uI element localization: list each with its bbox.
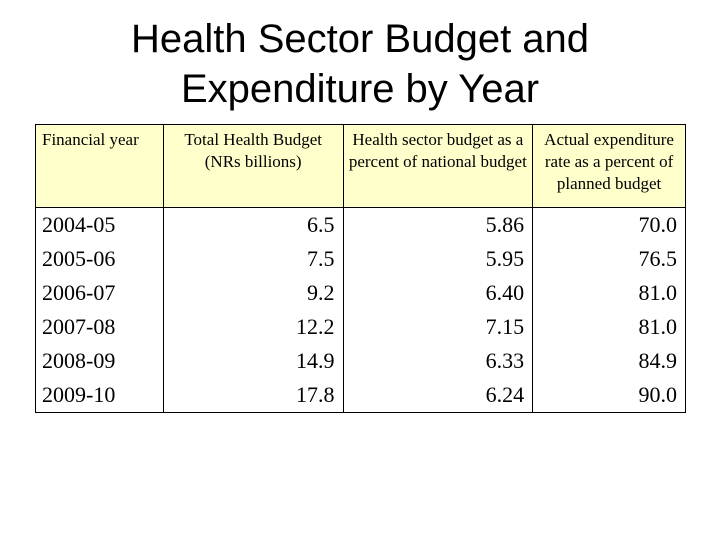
cell-total-budget: 12.2 — [163, 310, 343, 344]
cell-budget-percent: 6.40 — [343, 276, 533, 310]
title-line-1: Health Sector Budget and — [130, 17, 590, 61]
table-row — [36, 344, 686, 378]
table-row — [36, 242, 686, 276]
cell-total-budget: 17.8 — [163, 378, 343, 413]
cell-year: 2004-05 — [36, 208, 164, 243]
cell-year: 2009-10 — [36, 378, 164, 413]
cell-budget-percent: 7.15 — [343, 310, 533, 344]
cell-budget-percent: 5.86 — [343, 208, 533, 243]
cell-total-budget: 14.9 — [163, 344, 343, 378]
cell-budget-percent: 6.33 — [343, 344, 533, 378]
cell-total-budget: 7.5 — [163, 242, 343, 276]
cell-expenditure-rate: 81.0 — [533, 276, 686, 310]
header-budget-percent: Health sector budget as a percent of national budget — [343, 125, 533, 208]
table-row — [36, 310, 686, 344]
cell-year: 2006-07 — [36, 276, 164, 310]
budget-table — [35, 124, 686, 413]
cell-expenditure-rate: 76.5 — [533, 242, 686, 276]
cell-total-budget: 9.2 — [163, 276, 343, 310]
cell-total-budget: 6.5 — [163, 208, 343, 243]
cell-expenditure-rate: 81.0 — [533, 310, 686, 344]
cell-year: 2008-09 — [36, 344, 164, 378]
cell-year: 2007-08 — [36, 310, 164, 344]
cell-budget-percent: 5.95 — [343, 242, 533, 276]
title-line-2: Expenditure by Year — [180, 67, 540, 111]
header-total-budget: Total Health Budget (NRs billions) — [163, 125, 343, 208]
table-row — [36, 276, 686, 310]
cell-expenditure-rate: 90.0 — [533, 378, 686, 413]
cell-budget-percent: 6.24 — [343, 378, 533, 413]
page-title — [0, 14, 720, 114]
header-expenditure-rate: Actual expenditure rate as a percent of planned budget — [533, 125, 686, 208]
table-row — [36, 208, 686, 243]
cell-expenditure-rate: 70.0 — [533, 208, 686, 243]
table-row — [36, 378, 686, 413]
header-financial-year: Financial year — [36, 125, 164, 208]
table-header-row — [36, 125, 686, 208]
cell-expenditure-rate: 84.9 — [533, 344, 686, 378]
cell-year: 2005-06 — [36, 242, 164, 276]
